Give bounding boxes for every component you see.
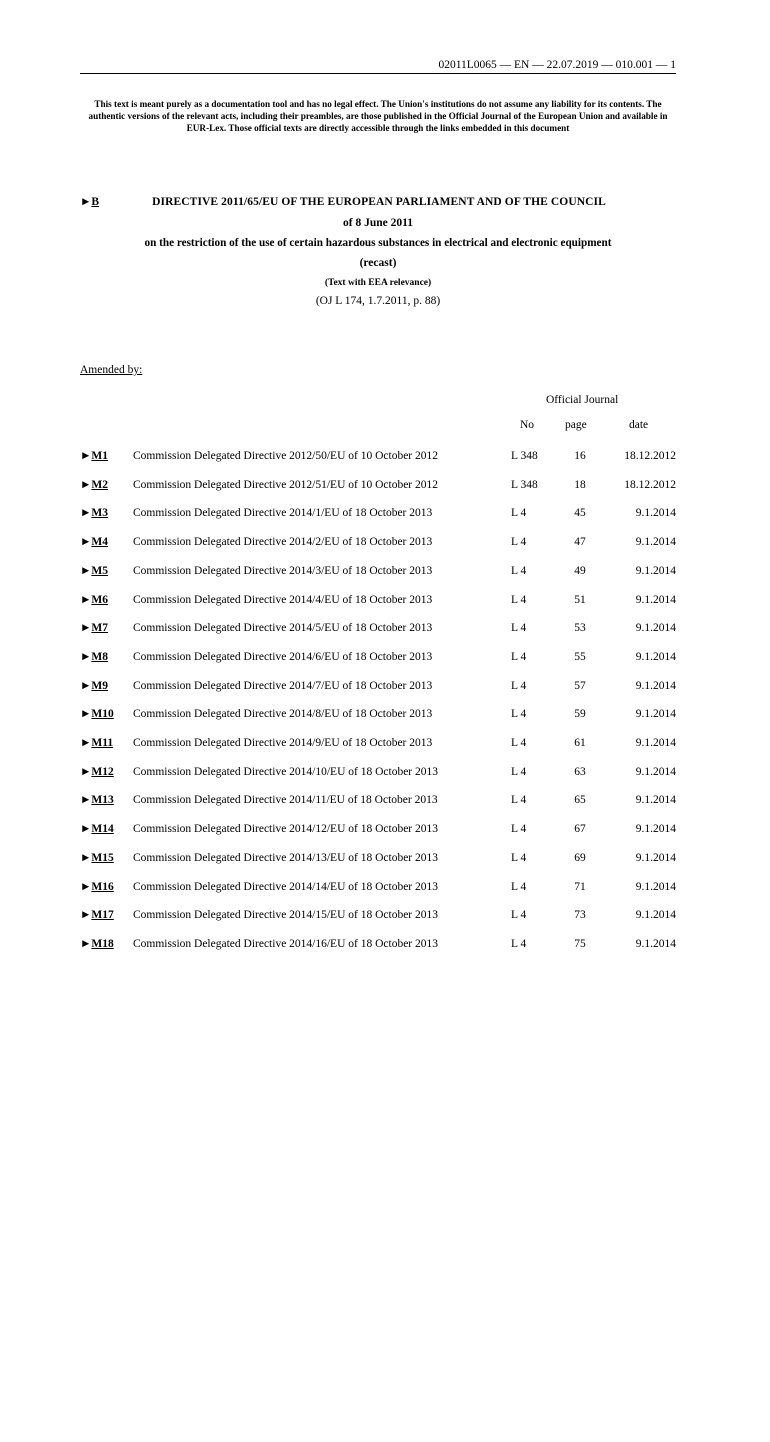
amendment-description: Commission Delegated Directive 2014/14/EU of 18 October 2013 [133, 880, 439, 893]
amendment-marker [80, 793, 114, 807]
directive-recast: (recast) [359, 257, 397, 269]
oj-page: 16 [574, 450, 586, 462]
marker-arrow-icon: ► [80, 880, 92, 893]
oj-date: 9.1.2014 [635, 794, 676, 807]
oj-number: L 348 [511, 450, 538, 462]
oj-page: 51 [574, 593, 586, 606]
table-row [0, 851, 770, 867]
oj-date: 9.1.2014 [635, 737, 676, 749]
oj-page: 59 [574, 708, 586, 721]
amendment-link[interactable]: M1 [91, 450, 108, 462]
amendment-link[interactable]: M9 [91, 679, 108, 692]
table-row [0, 822, 770, 838]
oj-date: 9.1.2014 [635, 880, 676, 893]
oj-number: L 4 [511, 765, 527, 778]
amendment-description: Commission Delegated Directive 2014/7/EU of 18 October 2013 [133, 679, 433, 692]
amendment-link[interactable]: M4 [91, 536, 108, 549]
oj-date: 9.1.2014 [635, 650, 676, 663]
base-act-marker [80, 195, 99, 209]
oj-page: 57 [574, 679, 586, 692]
table-row [0, 621, 770, 637]
table-row [0, 707, 770, 723]
amendment-marker [80, 707, 114, 721]
amendment-marker [80, 593, 108, 607]
marker-arrow-icon: ► [80, 765, 92, 778]
amendment-link[interactable]: M6 [91, 593, 108, 606]
oj-page: 67 [574, 823, 586, 836]
oj-date: 9.1.2014 [635, 765, 676, 778]
table-row [0, 535, 770, 551]
amendment-description: Commission Delegated Directive 2012/50/EU of 10 October 2012 [133, 450, 439, 462]
oj-number: L 4 [511, 622, 527, 635]
oj-page: 53 [574, 622, 586, 635]
oj-number: L 4 [511, 679, 527, 692]
oj-date: 18.12.2012 [624, 450, 676, 462]
oj-date: 9.1.2014 [635, 937, 676, 950]
marker-arrow-icon: ► [80, 909, 92, 922]
oj-page: 71 [574, 880, 586, 893]
oj-reference: (OJ L 174, 1.7.2011, p. 88) [315, 295, 441, 307]
amendment-link[interactable]: M17 [91, 909, 114, 922]
table-row [0, 564, 770, 580]
amendment-marker [80, 535, 108, 549]
amendment-description: Commission Delegated Directive 2014/12/EU of 18 October 2013 [133, 823, 439, 836]
marker-arrow-icon: ► [80, 564, 92, 577]
table-row [0, 679, 770, 695]
amendment-marker [80, 765, 114, 779]
amendment-description: Commission Delegated Directive 2014/5/EU of 18 October 2013 [133, 622, 433, 635]
amendment-link[interactable]: M15 [91, 851, 114, 864]
amendment-marker [80, 822, 114, 836]
oj-date: 9.1.2014 [635, 622, 676, 635]
marker-arrow-icon: ► [80, 851, 92, 864]
marker-arrow-icon: ► [80, 794, 92, 807]
table-row [0, 880, 770, 896]
amendment-link[interactable]: M3 [91, 507, 108, 520]
document-reference: 02011L0065 — EN — 22.07.2019 — 010.001 — 1 [438, 59, 676, 71]
amendment-description: Commission Delegated Directive 2014/3/EU of 18 October 2013 [133, 564, 433, 577]
oj-date: 18.12.2012 [624, 478, 676, 491]
amendment-marker [80, 679, 108, 693]
column-header-date: date [629, 419, 649, 431]
oj-date: 9.1.2014 [635, 536, 676, 549]
directive-date: of 8 June 2011 [343, 217, 413, 229]
amendment-description: Commission Delegated Directive 2014/4/EU of 18 October 2013 [133, 593, 433, 606]
amendment-link[interactable]: M10 [91, 708, 114, 721]
eea-relevance: (Text with EEA relevance) [324, 278, 432, 288]
marker-arrow-icon: ► [80, 536, 92, 549]
table-row [0, 478, 770, 494]
marker-arrow-icon: ► [80, 450, 92, 462]
amendment-description: Commission Delegated Directive 2014/15/EU of 18 October 2013 [133, 909, 439, 922]
amendment-marker [80, 478, 108, 492]
amendment-link[interactable]: M11 [91, 737, 114, 749]
amendment-description: Commission Delegated Directive 2014/10/EU of 18 October 2013 [133, 765, 439, 778]
directive-subject: on the restriction of the use of certain hazardous substances in electrical and electronic equipment [144, 237, 612, 249]
amendment-link[interactable]: M7 [91, 622, 108, 635]
oj-page: 45 [574, 507, 586, 520]
amendment-description: Commission Delegated Directive 2012/51/EU of 10 October 2012 [133, 478, 439, 491]
oj-number: L 4 [511, 507, 527, 520]
oj-number: L 4 [511, 593, 527, 606]
amendment-description: Commission Delegated Directive 2014/1/EU of 18 October 2013 [133, 507, 433, 520]
amendment-description: Commission Delegated Directive 2014/11/EU of 18 October 2013 [133, 794, 438, 807]
oj-number: L 4 [511, 536, 527, 549]
oj-date: 9.1.2014 [635, 564, 676, 577]
amendment-marker [80, 880, 114, 894]
marker-arrow-icon: ► [80, 196, 92, 208]
oj-number: L 4 [511, 851, 527, 864]
oj-page: 55 [574, 650, 586, 663]
running-header [80, 59, 676, 74]
amendment-description: Commission Delegated Directive 2014/2/EU of 18 October 2013 [133, 536, 433, 549]
marker-arrow-icon: ► [80, 937, 92, 950]
oj-date: 9.1.2014 [635, 507, 676, 520]
oj-page: 47 [574, 536, 586, 549]
amendment-marker [80, 908, 114, 922]
amendment-marker [80, 650, 108, 664]
oj-date: 9.1.2014 [635, 851, 676, 864]
amendment-marker [80, 449, 108, 463]
table-row [0, 765, 770, 781]
marker-arrow-icon: ► [80, 478, 92, 491]
amendment-link[interactable]: M8 [91, 650, 108, 663]
oj-date: 9.1.2014 [635, 909, 676, 922]
amendment-marker [80, 621, 108, 635]
marker-arrow-icon: ► [80, 737, 92, 749]
oj-number: L 4 [511, 909, 527, 922]
oj-page: 69 [574, 851, 586, 864]
table-row [0, 736, 770, 752]
oj-number: L 4 [511, 650, 527, 663]
amendment-link[interactable]: M16 [91, 880, 114, 893]
marker-arrow-icon: ► [80, 507, 92, 520]
oj-number: L 4 [511, 794, 527, 807]
oj-page: 18 [574, 478, 586, 491]
oj-number: L 4 [511, 937, 527, 950]
amendment-marker [80, 736, 113, 750]
amended-by-heading: Amended by: [80, 364, 143, 376]
amendment-description: Commission Delegated Directive 2014/6/EU of 18 October 2013 [133, 650, 433, 663]
table-row [0, 506, 770, 522]
amendment-description: Commission Delegated Directive 2014/16/EU of 18 October 2013 [133, 937, 439, 950]
oj-number: L 4 [511, 823, 527, 836]
marker-arrow-icon: ► [80, 708, 92, 721]
oj-number: L 4 [511, 737, 527, 749]
amendment-marker [80, 564, 108, 578]
amendment-description: Commission Delegated Directive 2014/8/EU of 18 October 2013 [133, 708, 433, 721]
oj-number: L 4 [511, 564, 527, 577]
oj-page: 61 [574, 737, 586, 749]
amendment-link[interactable]: M18 [91, 937, 114, 950]
marker-arrow-icon: ► [80, 679, 92, 692]
table-row [0, 793, 770, 809]
amendment-link[interactable]: M14 [91, 823, 114, 836]
oj-date: 9.1.2014 [635, 679, 676, 692]
oj-page: 49 [574, 564, 586, 577]
amendment-link[interactable]: M5 [91, 564, 108, 577]
amendment-marker [80, 506, 108, 520]
table-row [0, 937, 770, 953]
oj-page: 75 [574, 937, 586, 950]
oj-page: 65 [574, 794, 586, 807]
amendment-description: Commission Delegated Directive 2014/9/EU of 18 October 2013 [133, 737, 433, 749]
marker-arrow-icon: ► [80, 593, 92, 606]
oj-date: 9.1.2014 [635, 708, 676, 721]
directive-title: DIRECTIVE 2011/65/EU OF THE EUROPEAN PARLIAMENT AND OF THE COUNCIL [152, 196, 606, 208]
amendment-marker [80, 937, 114, 951]
oj-page: 73 [574, 909, 586, 922]
table-row [0, 593, 770, 609]
oj-date: 9.1.2014 [635, 593, 676, 606]
marker-arrow-icon: ► [80, 650, 92, 663]
amendment-link[interactable]: M2 [91, 478, 108, 491]
oj-number: L 348 [511, 478, 538, 491]
table-row [0, 650, 770, 666]
oj-page: 63 [574, 765, 586, 778]
marker-arrow-icon: ► [80, 823, 92, 836]
legal-disclaimer: This text is meant purely as a documentation tool and has no legal effect. The Union's institutions do not assume any liability for its contents. The authentic versions of the relevant acts, including their preambles, are those published in the Official Journal of the European Union and available in EUR-Lex. Those official texts are directly accessible through the links embedded in this document [88, 99, 668, 134]
oj-date: 9.1.2014 [635, 823, 676, 836]
amendment-marker [80, 851, 114, 865]
official-journal-header: Official Journal [546, 394, 619, 406]
column-header-page: page [565, 419, 587, 431]
amendment-link[interactable]: M12 [91, 765, 114, 778]
marker-arrow-icon: ► [80, 622, 92, 635]
oj-number: L 4 [511, 708, 527, 721]
column-header-no: No [520, 419, 535, 431]
table-row [0, 449, 770, 465]
table-row [0, 908, 770, 924]
amendment-link[interactable]: M13 [91, 794, 114, 807]
amendment-description: Commission Delegated Directive 2014/13/EU of 18 October 2013 [133, 851, 439, 864]
base-act-link[interactable]: B [91, 196, 100, 208]
oj-number: L 4 [511, 880, 527, 893]
